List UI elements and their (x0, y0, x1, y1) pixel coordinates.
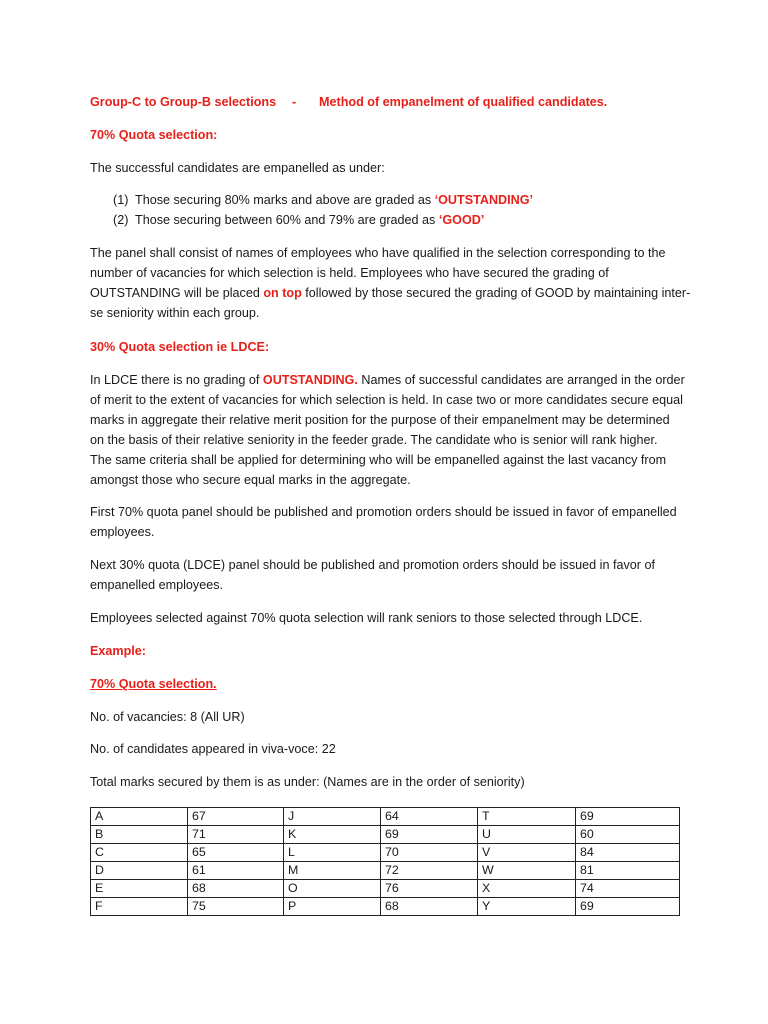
marks-cell: 72 (381, 862, 478, 880)
publish-30-paragraph (90, 555, 678, 595)
candidate-name-cell: F (91, 898, 188, 916)
candidate-name-cell: T (478, 808, 576, 826)
paragraph-line: marks in aggregate their relative merit position for the purpose of their empanelment may be determined (90, 413, 670, 427)
grade-item-number: (2) (113, 213, 129, 227)
candidate-name-cell: J (284, 808, 381, 826)
heading-dash: - (292, 95, 297, 109)
candidate-name-cell: K (284, 826, 381, 844)
heading-right: Method of empanelment of qualified candidates. (319, 95, 608, 109)
marks-cell: 84 (576, 844, 680, 862)
publish-70-paragraph (90, 502, 678, 542)
example-title: Example: (90, 644, 146, 658)
candidate-name-cell: O (284, 880, 381, 898)
table-row (91, 898, 680, 916)
paragraph-line: The panel shall consist of names of employees who have qualified in the selection corresponding to the (90, 246, 666, 260)
candidate-name-cell: X (478, 880, 576, 898)
vacancies-text: No. of vacancies: 8 (All UR) (90, 710, 245, 724)
section-70-title: 70% Quota selection: (90, 128, 218, 142)
marks-cell: 60 (576, 826, 680, 844)
marks-intro: Total marks secured by them is as under: (Names are in the order of seniority) (90, 775, 525, 789)
heading-left: Group-C to Group-B selections (90, 95, 277, 109)
marks-table-body (91, 808, 680, 916)
marks-cell: 69 (576, 808, 680, 826)
on-top-emphasis: on top (263, 286, 302, 300)
table-row (91, 844, 680, 862)
section-70-intro: The successful candidates are empanelled as under: (90, 161, 385, 175)
table-row (91, 826, 680, 844)
table-row (91, 880, 680, 898)
marks-cell: 67 (188, 808, 284, 826)
marks-cell: 61 (188, 862, 284, 880)
grade-item-2 (113, 210, 484, 230)
paragraph-line: The same criteria shall be applied for determining who will be empanelled against the last vacancy from (90, 453, 667, 467)
text-span: In LDCE there is no grading of (90, 373, 263, 387)
marks-cell: 69 (576, 898, 680, 916)
paragraph-line: of merit to the extent of vacancies for which selection is held. In case two or more candidates secure equal (90, 393, 683, 407)
marks-cell: 68 (381, 898, 478, 916)
candidate-name-cell: P (284, 898, 381, 916)
paragraph-line: Next 30% quota (LDCE) panel should be published and promotion orders should be issued in favor of (90, 558, 655, 572)
text-span: OUTSTANDING will be placed (90, 286, 264, 300)
marks-table (90, 807, 680, 916)
candidate-name-cell: Y (478, 898, 576, 916)
table-row (91, 808, 680, 826)
panel-paragraph (90, 243, 691, 323)
outstanding-emphasis: OUTSTANDING. (262, 373, 358, 387)
grade-good: ‘GOOD’ (438, 213, 485, 227)
candidate-name-cell: V (478, 844, 576, 862)
candidate-name-cell: M (284, 862, 381, 880)
marks-cell: 81 (576, 862, 680, 880)
paragraph-line: amongst those who secure equal marks in the aggregate. (90, 473, 411, 487)
paragraph-line: employees. (90, 525, 155, 539)
candidate-name-cell: D (91, 862, 188, 880)
paragraph-line: number of vacancies for which selection is held. Employees who have secured the grading of (90, 266, 609, 280)
candidate-name-cell: W (478, 862, 576, 880)
appeared-text: No. of candidates appeared in viva-voce: 22 (90, 742, 336, 756)
candidate-name-cell: C (91, 844, 188, 862)
text-span: followed by those secured the grading of GOOD by maintaining inter- (301, 286, 691, 300)
candidate-name-cell: U (478, 826, 576, 844)
candidate-name-cell: L (284, 844, 381, 862)
marks-cell: 74 (576, 880, 680, 898)
section-30-title: 30% Quota selection ie LDCE: (90, 340, 270, 354)
grade-item-number: (1) (113, 193, 129, 207)
ldce-paragraph (90, 370, 685, 490)
grade-item-1 (113, 190, 533, 210)
candidate-name-cell: A (91, 808, 188, 826)
paragraph-line: on the basis of their relative seniority in the feeder grade. The candidate who is senior will rank higher. (90, 433, 658, 447)
seniority-note: Employees selected against 70% quota selection will rank seniors to those selected through LDCE. (90, 611, 643, 625)
text-span: Names of successful candidates are arranged in the order (357, 373, 685, 387)
marks-cell: 65 (188, 844, 284, 862)
marks-cell: 71 (188, 826, 284, 844)
marks-cell: 68 (188, 880, 284, 898)
marks-cell: 76 (381, 880, 478, 898)
candidate-name-cell: E (91, 880, 188, 898)
grade-outstanding: ‘OUTSTANDING’ (434, 193, 534, 207)
paragraph-line (90, 370, 685, 390)
table-row (91, 862, 680, 880)
marks-cell: 64 (381, 808, 478, 826)
marks-cell: 70 (381, 844, 478, 862)
candidate-name-cell: B (91, 826, 188, 844)
grade-item-text: Those securing 80% marks and above are graded as (135, 193, 435, 207)
paragraph-line (90, 283, 691, 303)
paragraph-line: se seniority within each group. (90, 306, 260, 320)
paragraph-line: First 70% quota panel should be published and promotion orders should be issued in favor of empanelled (90, 505, 677, 519)
marks-cell: 75 (188, 898, 284, 916)
example-subtitle: 70% Quota selection. (90, 677, 217, 691)
grade-item-text: Those securing between 60% and 79% are graded as (135, 213, 439, 227)
marks-cell: 69 (381, 826, 478, 844)
paragraph-line: empanelled employees. (90, 578, 224, 592)
